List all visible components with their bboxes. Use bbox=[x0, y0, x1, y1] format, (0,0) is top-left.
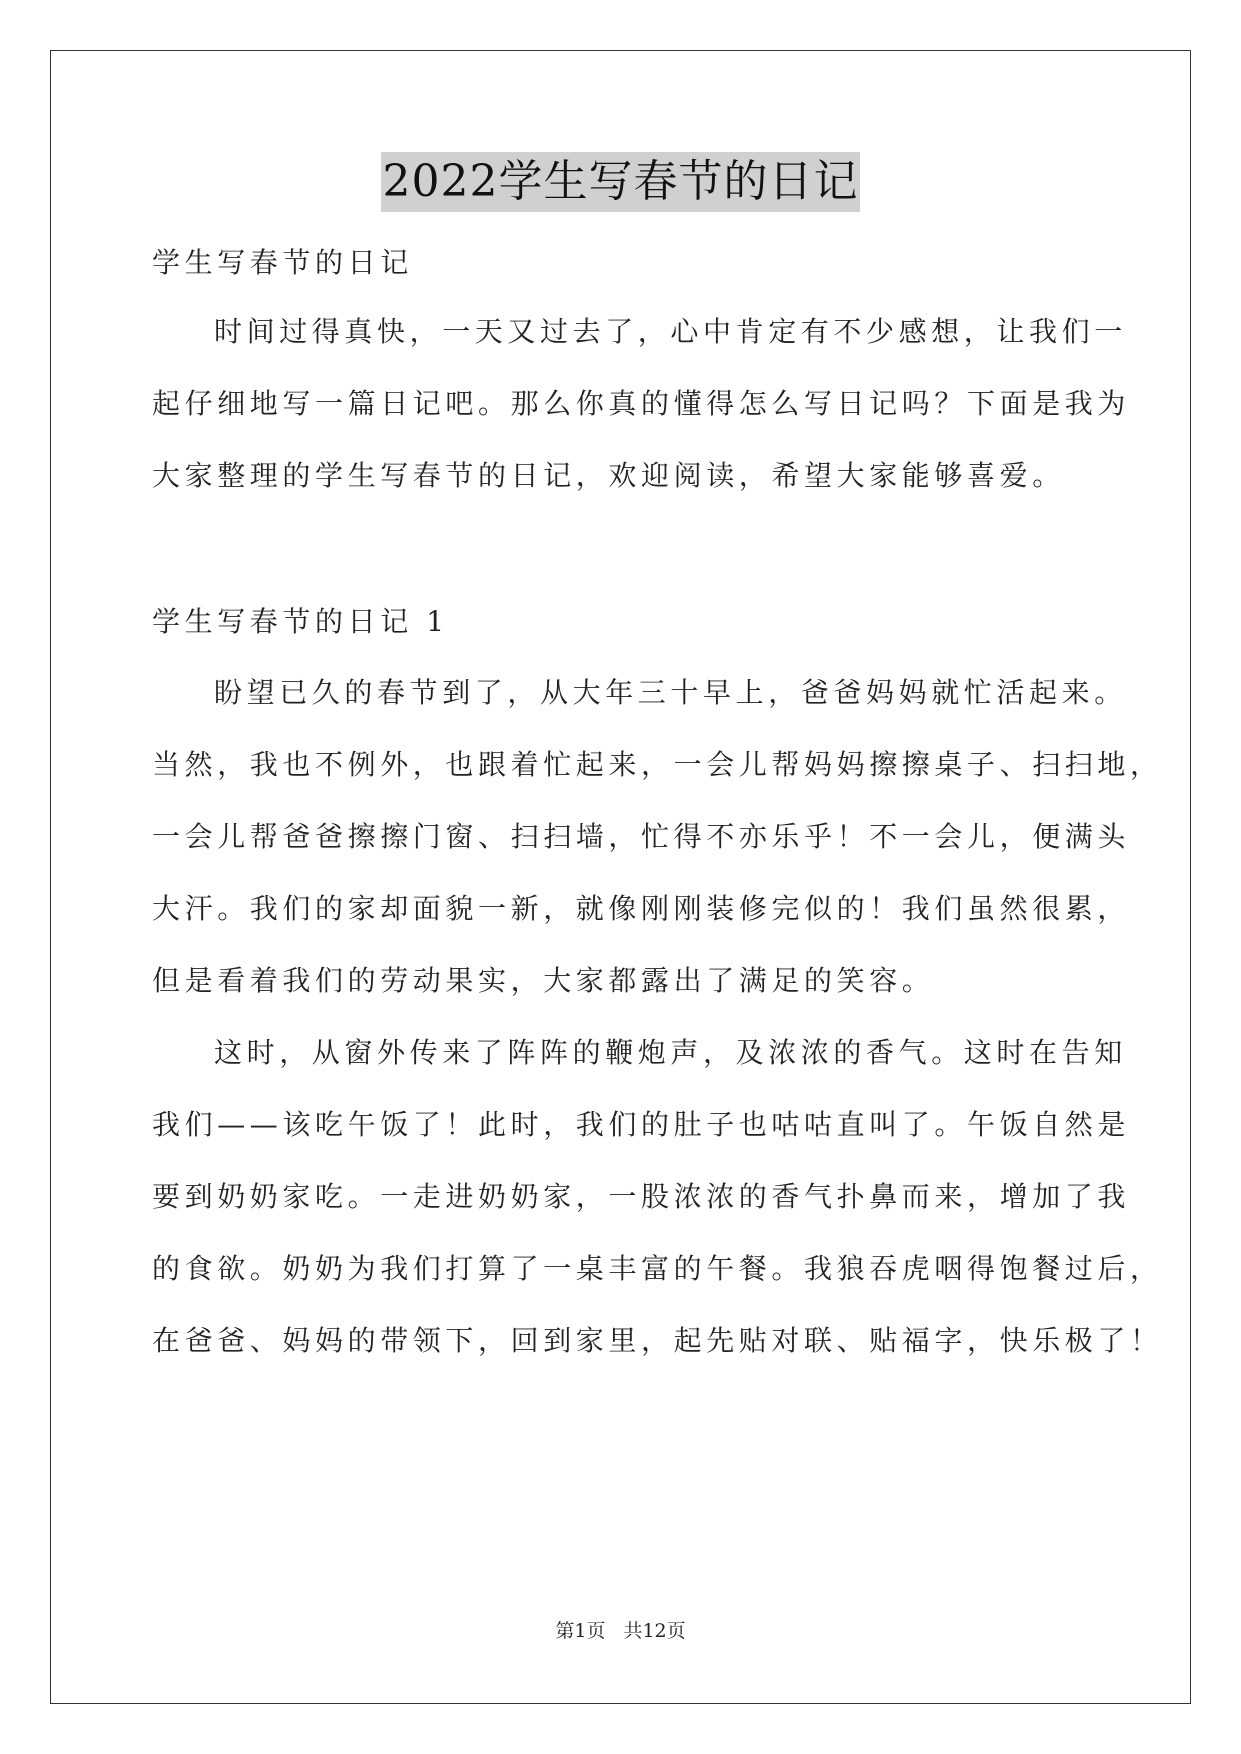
title-container bbox=[0, 152, 1241, 212]
body-line-6: 这时，从窗外传来了阵阵的鞭炮声，及浓浓的香气。这时在告知 bbox=[214, 1036, 1127, 1069]
page-number-current: 第1页 bbox=[555, 1620, 606, 1642]
body-line-10: 在爸爸、妈妈的带领下，回到家里，起先贴对联、贴福字，快乐极了！ bbox=[152, 1324, 1163, 1357]
body-line-8: 要到奶奶家吃。一走进奶奶家，一股浓浓的香气扑鼻而来，增加了我 bbox=[152, 1180, 1131, 1213]
body-line-1: 盼望已久的春节到了，从大年三十早上，爸爸妈妈就忙活起来。 bbox=[214, 676, 1127, 709]
page-border bbox=[50, 50, 1191, 1704]
intro-line-3: 大家整理的学生写春节的日记，欢迎阅读，希望大家能够喜爱。 bbox=[152, 459, 1065, 492]
page-number-total: 共12页 bbox=[623, 1620, 686, 1642]
body-line-5: 但是看着我们的劳动果实，大家都露出了满足的笑容。 bbox=[152, 964, 935, 997]
body-line-2: 当然，我也不例外，也跟着忙起来，一会儿帮妈妈擦擦桌子、扫扫地， bbox=[152, 748, 1163, 781]
intro-line-2: 起仔细地写一篇日记吧。那么你真的懂得怎么写日记吗？下面是我为 bbox=[152, 387, 1131, 420]
subtitle: 学生写春节的日记 bbox=[152, 246, 413, 279]
body-line-9: 的食欲。奶奶为我们打算了一桌丰富的午餐。我狼吞虎咽得饱餐过后， bbox=[152, 1252, 1163, 1285]
body-line-7: 我们——该吃午饭了！此时，我们的肚子也咕咕直叫了。午饭自然是 bbox=[152, 1108, 1131, 1141]
body-line-3: 一会儿帮爸爸擦擦门窗、扫扫墙，忙得不亦乐乎！不一会儿，便满头 bbox=[152, 820, 1131, 853]
intro-line-1: 时间过得真快，一天又过去了，心中肯定有不少感想，让我们一 bbox=[214, 315, 1127, 348]
body-line-4: 大汗。我们的家却面貌一新，就像刚刚装修完似的！我们虽然很累， bbox=[152, 892, 1131, 925]
page-footer bbox=[0, 1617, 1241, 1645]
section-heading-1: 学生写春节的日记 1 bbox=[152, 605, 449, 638]
document-title: 2022学生写春节的日记 bbox=[381, 152, 861, 212]
